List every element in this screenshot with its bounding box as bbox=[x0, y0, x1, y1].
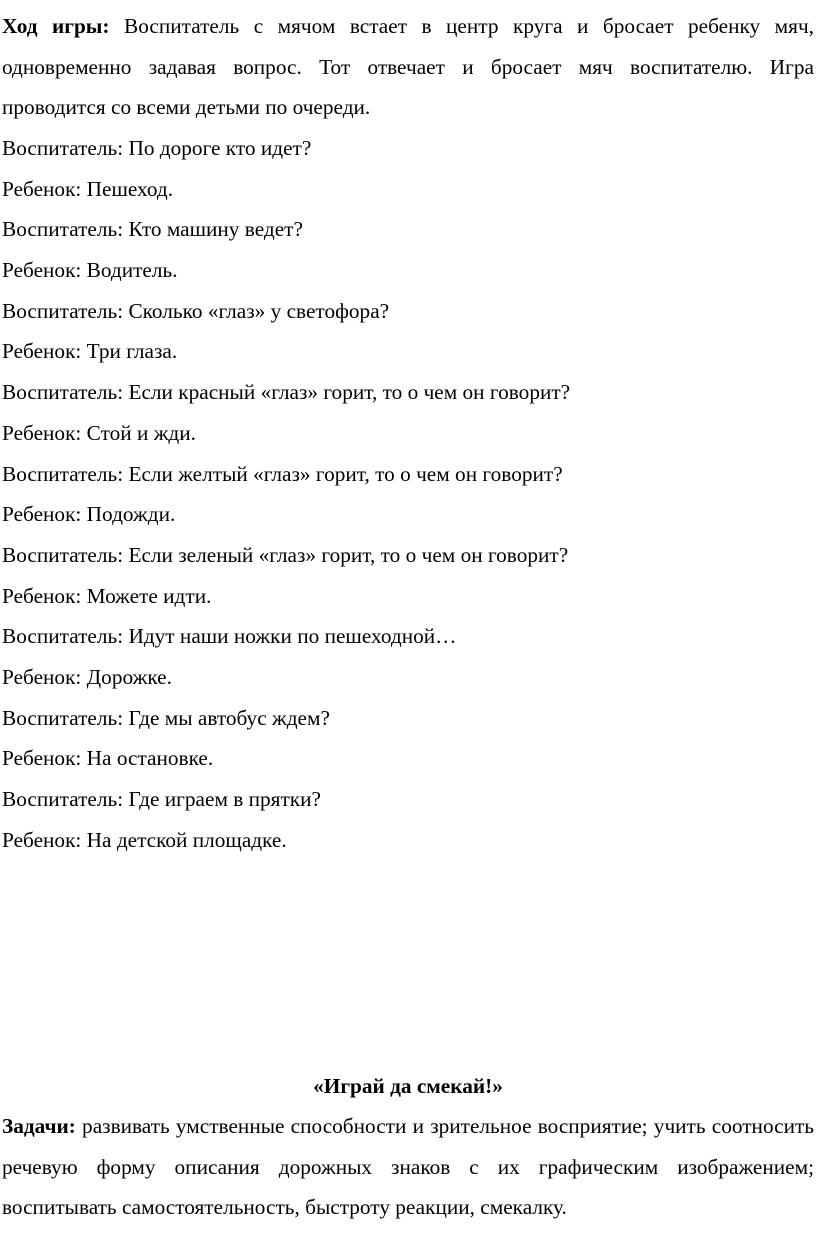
dialog-line: Воспитатель: Где мы автобус ждем? bbox=[2, 705, 330, 730]
dialog-list bbox=[2, 128, 814, 860]
tasks-text: развивать умственные способности и зрительное восприятие; учить соотносить речевую форму описания дорожных знаков с их графическим изображением; воспитывать самостоятельность, быстроту реакции, смекалку. bbox=[2, 1114, 814, 1220]
dialog-line: Ребенок: Дорожке. bbox=[2, 664, 172, 689]
dialog-line: Воспитатель: Кто машину ведет? bbox=[2, 217, 303, 242]
dialog-line: Ребенок: Стой и жди. bbox=[2, 420, 196, 445]
tasks-paragraph bbox=[2, 1106, 814, 1228]
dialog-line: Воспитатель: Где играем в прятки? bbox=[2, 787, 321, 811]
dialog-line: Воспитатель: Идут наши ножки по пешеходной… bbox=[2, 624, 457, 649]
dialog-line: Ребенок: Пешеход. bbox=[2, 176, 174, 201]
dialog-line: Воспитатель: Если красный «глаз» горит, то о чем он говорит? bbox=[2, 380, 571, 405]
dialog-line: Ребенок: Водитель. bbox=[2, 258, 178, 283]
tasks-label: Задачи: bbox=[2, 1114, 76, 1138]
dialog-line: Ребенок: Можете идти. bbox=[2, 583, 212, 608]
dialog-line: Ребенок: Подожди. bbox=[2, 502, 176, 527]
game-procedure-label: Ход игры: bbox=[2, 14, 110, 38]
dialog-line: Воспитатель: Если желтый «глаз» горит, то о чем он говорит? bbox=[2, 461, 563, 486]
dialog-line: Воспитатель: Если зеленый «глаз» горит, то о чем он говорит? bbox=[2, 542, 569, 567]
game-procedure-paragraph bbox=[2, 6, 814, 128]
dialog-line: Ребенок: Три глаза. bbox=[2, 339, 178, 364]
dialog-line: Воспитатель: Сколько «глаз» у светофора? bbox=[2, 298, 390, 323]
dialog-line: Ребенок: На остановке. bbox=[2, 746, 214, 771]
game-title: «Играй да смекай!» bbox=[313, 1074, 503, 1098]
game-procedure-text: Воспитатель с мячом встает в центр круга и бросает ребенку мяч, одновременно задавая вопрос. Тот отвечает и бросает мяч воспитателю. Игра проводится со всеми детьми по очереди. bbox=[2, 14, 814, 120]
dialog-line: Ребенок: На детской площадке. bbox=[2, 827, 287, 852]
dialog-line: Воспитатель: По дороге кто идет? bbox=[2, 136, 312, 160]
